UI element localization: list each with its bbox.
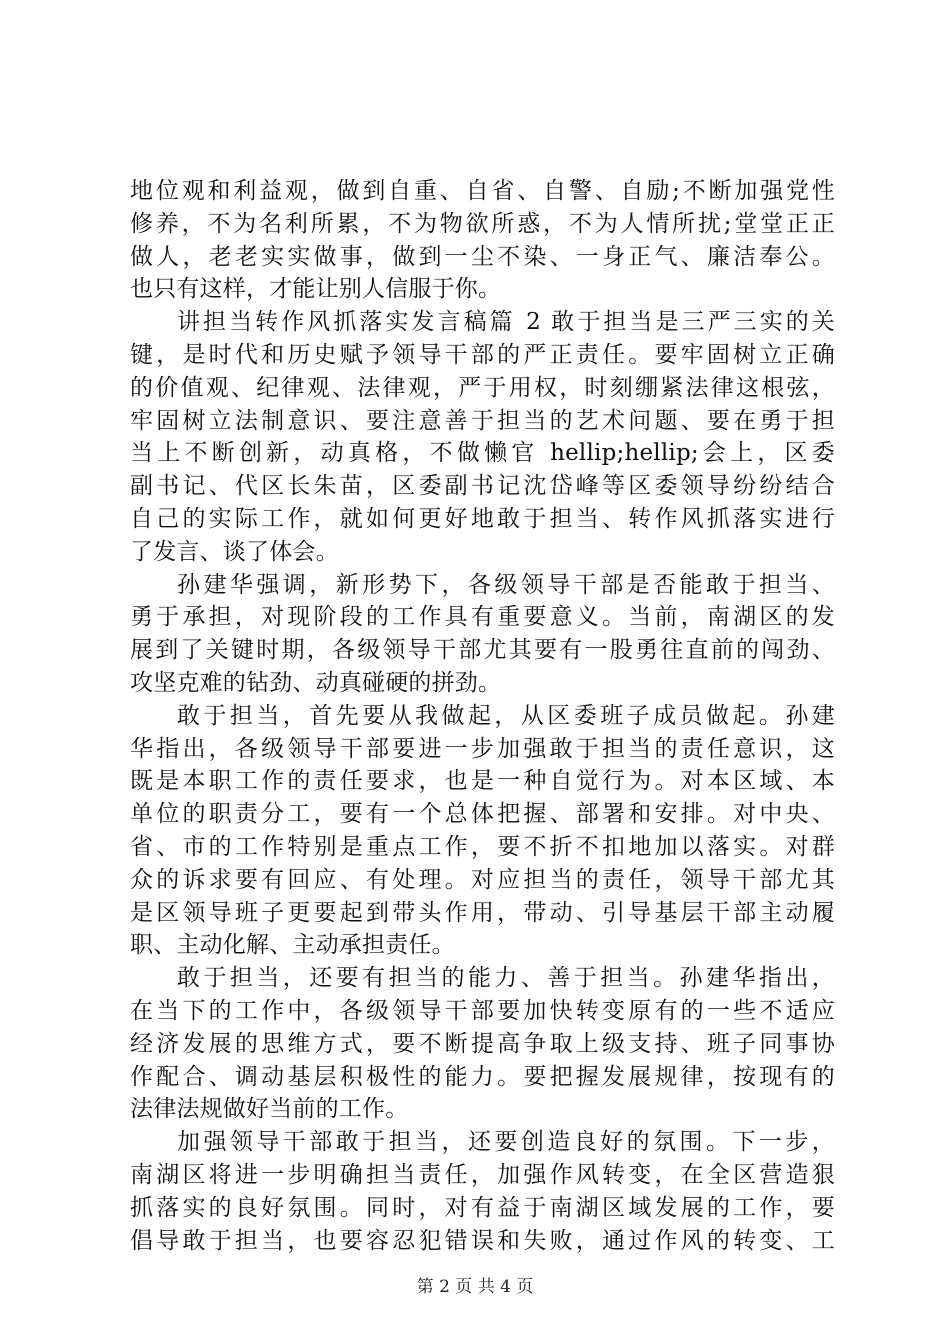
page-footer: 第 2 页 共 4 页 bbox=[416, 1277, 534, 1297]
text-line: 攻坚克难的钻劲、动真碰硬的拼劲。 bbox=[130, 669, 502, 696]
text-line: 副书记、代区长朱苗，区委副书记沈岱峰等区委领导纷纷结合 bbox=[130, 473, 835, 500]
text-line: 当上不断创新，动真格，不做懒官 hellip;hellip;会上，区委 bbox=[130, 440, 835, 467]
text-line: 孙建华强调，新形势下，各级领导干部是否能敢于担当、 bbox=[177, 571, 835, 598]
text-line: 做人，老老实实做事，做到一尘不染、一身正气、廉洁奉公。 bbox=[130, 243, 835, 270]
text-line: 敢于担当，还要有担当的能力、善于担当。孙建华指出， bbox=[177, 965, 835, 992]
text-line: 键，是时代和历史赋予领导干部的严正责任。要牢固树立正确 bbox=[130, 341, 835, 368]
text-line: 讲担当转作风抓落实发言稿篇 2 敢于担当是三严三实的关 bbox=[177, 309, 835, 336]
text-line: 修养，不为名利所累，不为物欲所惑，不为人情所扰;堂堂正正 bbox=[130, 210, 835, 237]
text-line: 也只有这样，才能让别人信服于你。 bbox=[130, 276, 502, 303]
text-line: 经济发展的思维方式，要不断提高争取上级支持、班子同事协 bbox=[130, 1030, 835, 1057]
text-line: 省、市的工作特别是重点工作，要不折不扣地加以落实。对群 bbox=[130, 833, 835, 860]
text-line: 是区领导班子更要起到带头作用，带动、引导基层干部主动履 bbox=[130, 899, 835, 926]
text-line: 南湖区将进一步明确担当责任，加强作风转变，在全区营造狠 bbox=[130, 1161, 835, 1188]
document-body bbox=[130, 175, 835, 1257]
text-line: 既是本职工作的责任要求，也是一种自觉行为。对本区域、本 bbox=[130, 768, 835, 795]
text-line: 的价值观、纪律观、法律观，严于用权，时刻绷紧法律这根弦， bbox=[130, 374, 835, 401]
text-line: 在当下的工作中，各级领导干部要加快转变原有的一些不适应 bbox=[130, 997, 835, 1024]
text-line: 作配合、调动基层积极性的能力。要把握发展规律，按现有的 bbox=[130, 1063, 835, 1090]
text-line: 了发言、谈了体会。 bbox=[130, 538, 339, 565]
text-line: 单位的职责分工，要有一个总体把握、部署和安排。对中央、 bbox=[130, 801, 835, 828]
text-line: 地位观和利益观，做到自重、自省、自警、自励;不断加强党性 bbox=[130, 178, 835, 204]
text-line: 华指出，各级领导干部要进一步加强敢于担当的责任意识，这 bbox=[130, 735, 835, 762]
text-line: 倡导敢于担当，也要容忍犯错误和失败，通过作风的转变、工 bbox=[130, 1227, 835, 1254]
text-line: 勇于承担，对现阶段的工作具有重要意义。当前，南湖区的发 bbox=[130, 604, 835, 631]
text-line: 加强领导干部敢于担当，还要创造良好的氛围。下一步， bbox=[177, 1129, 835, 1156]
text-line: 众的诉求要有回应、有处理。对应担当的责任，领导干部尤其 bbox=[130, 866, 835, 893]
text-line: 牢固树立法制意识、要注意善于担当的艺术问题、要在勇于担 bbox=[130, 407, 835, 434]
text-line: 职、主动化解、主动承担责任。 bbox=[130, 932, 455, 959]
text-line: 自己的实际工作，就如何更好地敢于担当、转作风抓落实进行 bbox=[130, 505, 835, 532]
text-line: 法律法规做好当前的工作。 bbox=[130, 1096, 409, 1123]
text-line: 敢于担当，首先要从我做起，从区委班子成员做起。孙建 bbox=[177, 702, 835, 729]
text-line: 抓落实的良好氛围。同时，对有益于南湖区域发展的工作，要 bbox=[130, 1194, 835, 1221]
text-line: 展到了关键时期，各级领导干部尤其要有一股勇往直前的闯劲、 bbox=[130, 637, 835, 664]
